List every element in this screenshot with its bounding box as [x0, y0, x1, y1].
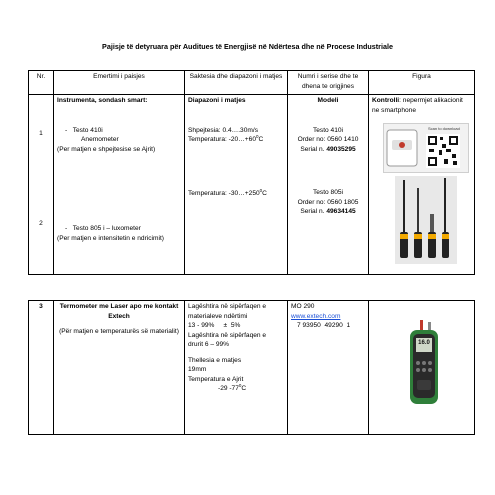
cell-nr	[29, 95, 54, 275]
meter-display-value: 16.0	[418, 340, 430, 346]
cell-name	[54, 95, 185, 275]
row3-temp-b: -29 $-77^0C$	[218, 383, 247, 393]
header-nr: Nr.	[29, 71, 54, 95]
row2-serial: Serial n. 49634145	[300, 208, 356, 216]
cell-serial	[288, 95, 369, 275]
probe-icon	[400, 180, 408, 258]
header-serial: Numri i serise dhe te dhena te origjines	[288, 71, 369, 95]
row1-name-purpose: (Per matjen e shpejtesise se Ajrit)	[57, 145, 156, 153]
app-qr-image	[383, 123, 469, 173]
cell-range	[185, 95, 288, 275]
models-heading: Modeli	[317, 97, 339, 104]
document-title: Pajisje të detyruara për Auditues të Energjisë në Ndërtesa dhe në Procese Industriale	[102, 42, 393, 51]
testo-probes-graphic	[395, 176, 457, 264]
row2-temperature: Temperatura: $-30\dots+250^0C$	[188, 187, 267, 197]
row3-humidity1-c: 13 - 99% ± 5%	[188, 322, 241, 330]
cell-serial	[288, 301, 369, 435]
row3-humidity1-b: materialeve ndërtimi	[188, 312, 248, 320]
row1-model: Testo 410i	[312, 126, 344, 134]
row3-depth-b: 19mm	[188, 366, 207, 374]
control-note: Kontrolli: nepermjet alikacionit ne smartphone	[372, 97, 463, 114]
header-figure: Figura	[369, 71, 475, 95]
header-precision: Saktesia dhe diapazoni i matjes	[185, 71, 288, 95]
table-header-row	[29, 71, 475, 95]
row3-humidity2-b: drurit 6 – 99%	[188, 341, 230, 349]
row1-nr: 1	[39, 130, 43, 137]
extech-meter-graphic	[404, 318, 444, 408]
row3-code: 7 93950 49290 1	[297, 322, 351, 330]
row3-nr: 3	[29, 301, 54, 435]
row2-order: Order no: 0560 1805	[297, 198, 359, 206]
row2-nr: 2	[39, 219, 43, 227]
row1-name: - Testo 410i	[65, 126, 103, 134]
row1-order: Order no: 0560 1410	[297, 136, 359, 144]
row3-temp-a: Temperatura e Ajrit	[188, 375, 244, 383]
range-heading: Diapazoni i matjes	[188, 97, 246, 104]
row2-name-purpose: (Per matjen e intensitetin e ndricimit)	[57, 234, 165, 242]
cell-name	[54, 301, 185, 435]
laser-icon	[420, 320, 423, 330]
row1-name-type: Anemometer	[81, 136, 119, 144]
row1-temperature: Temperatura: $-20\dots+60^0C$	[188, 133, 264, 144]
row1-serial: Serial n. 49035295	[300, 145, 356, 153]
row3-model: MO 290	[291, 303, 315, 310]
cell-range	[185, 301, 288, 435]
row3-depth-a: Thellesia e matjes	[188, 356, 242, 364]
row3-humidity2-a: Lagështira në sipërfaqen e	[188, 331, 267, 339]
row2-name: - Testo 805 i – luxometer	[65, 225, 141, 233]
row2-model: Testo 805i	[312, 189, 344, 197]
extech-meter-image	[404, 318, 444, 408]
qr-caption: Scan to download	[428, 126, 460, 131]
header-name: Emertimi i paisjes	[54, 71, 185, 95]
row3-name: Termometer me Laser apo me kontakt	[59, 303, 179, 310]
testo-probes-image	[395, 176, 457, 264]
row3-brand: Extech	[108, 312, 130, 320]
extech-link[interactable]: www.extech.com	[291, 312, 341, 320]
app-qr-graphic	[384, 124, 468, 172]
group-heading: Instrumenta, sondash smart:	[57, 97, 148, 104]
row3-purpose: (Për matjen e temperaturës së materialit)	[59, 328, 179, 336]
row3-humidity1-a: Lagështira në sipërfaqen e	[188, 303, 267, 310]
row1-speed: Shpejtesia: 0.4….30m/s	[188, 126, 259, 134]
